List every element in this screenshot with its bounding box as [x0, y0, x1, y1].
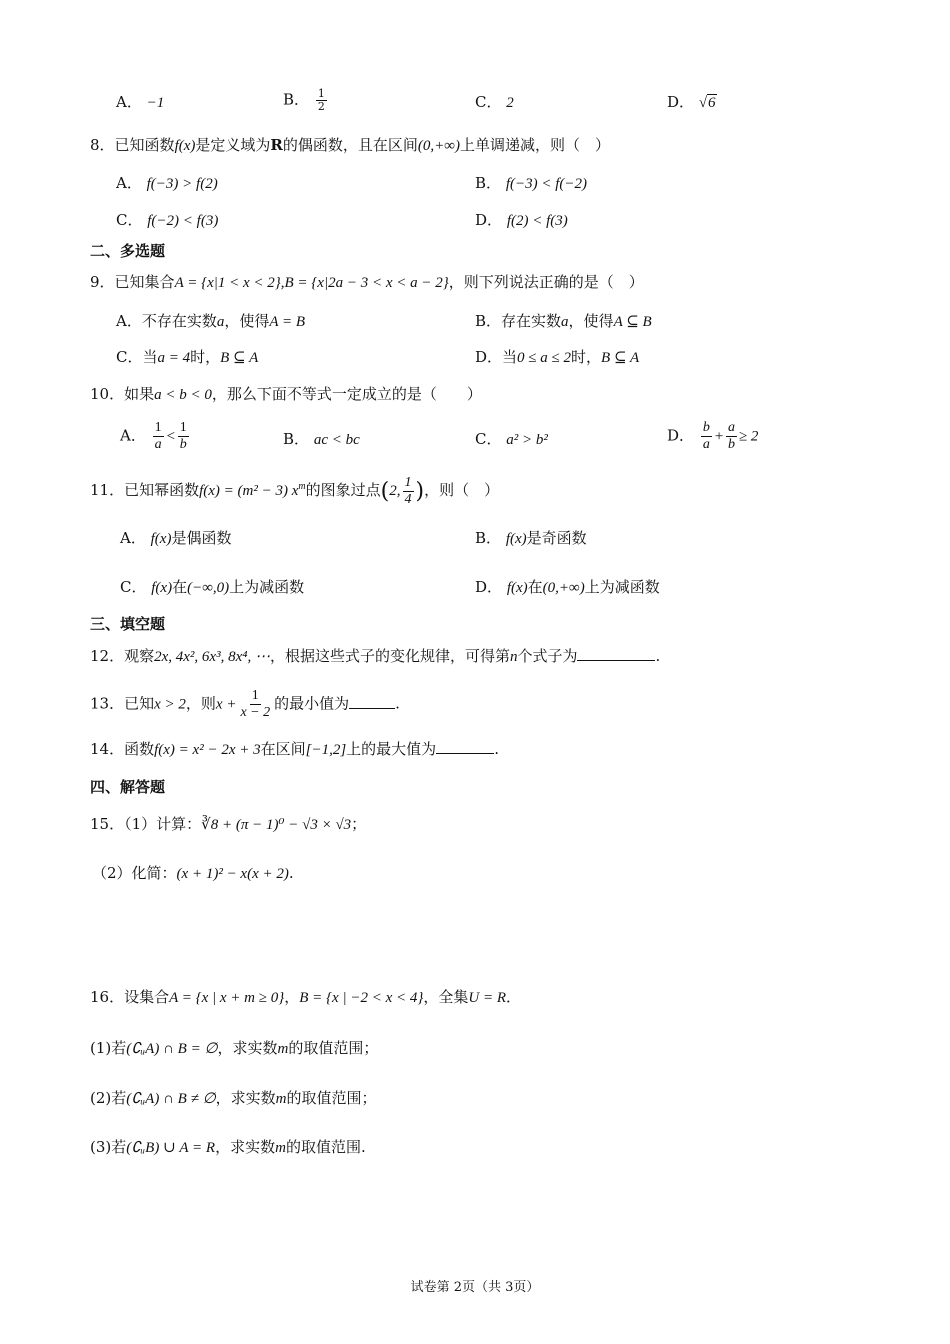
question-number: 9． — [90, 273, 115, 291]
math-expr: A = {x|1 < x < 2} — [174, 275, 281, 291]
question-16 — [90, 986, 521, 1009]
question-text: (3)若 — [90, 1138, 127, 1156]
option-label: C． — [120, 578, 147, 596]
q11-option-d — [475, 576, 660, 599]
math-expr: f(x) = (m² − 3) x — [199, 483, 299, 499]
option-label: D． — [475, 211, 503, 229]
question-text: ，则下列说法正确的是（ ） — [448, 273, 644, 291]
math-expr: (0,+∞) — [417, 138, 460, 154]
math-var: n — [509, 649, 518, 665]
option-expr: f(−3) > f(2) — [146, 176, 218, 192]
option-text: 在 — [172, 578, 188, 596]
option-text: 上为减函数 — [584, 578, 660, 596]
question-text: 的图象过点 — [305, 481, 381, 499]
numerator: 1 — [154, 420, 162, 435]
option-expr: f(−3) < f(−2) — [505, 176, 587, 192]
denominator: a — [702, 437, 710, 452]
question-9: 9．已知集合A = {x|1 < x < 2},B = {x|2a − 3 < x < a − 2}，则下列说法正确的是（ ） — [90, 273, 644, 291]
option-label: C． — [475, 93, 502, 111]
q8-option-b — [475, 172, 587, 195]
radicand: 6 — [708, 95, 716, 111]
math-var: m — [275, 1140, 286, 1156]
math-expr: f(x) — [151, 580, 173, 596]
question-text: ，求实数 — [215, 1089, 276, 1107]
numerator: 1 — [317, 87, 325, 100]
option-label: A． — [120, 426, 146, 445]
question-number: 13． — [90, 694, 125, 713]
question-number: 16． — [90, 988, 125, 1006]
math-expr: a = 4 — [157, 350, 191, 366]
question-text: (1)若 — [90, 1039, 127, 1057]
question-text: 上单调递减，则（ ） — [459, 136, 610, 154]
option-text: ，使得 — [568, 312, 614, 330]
question-number: 10． — [90, 385, 125, 403]
question-text: 已知 — [124, 694, 155, 713]
math-expr: (−∞,0) — [187, 580, 230, 596]
option-expr: f(2) < f(3) — [506, 213, 568, 229]
answer-blank — [436, 739, 494, 754]
option-text: 在 — [527, 578, 543, 596]
question-text: 的取值范围. — [285, 1138, 366, 1156]
fraction — [316, 88, 327, 113]
question-text: ，则 — [185, 694, 216, 713]
option-value: 2 — [506, 95, 514, 111]
question-number: 15． — [90, 815, 125, 833]
q11-option-a — [120, 527, 231, 550]
fraction — [178, 420, 189, 453]
option-text: 时， — [571, 348, 602, 366]
denominator: x − 2 — [240, 705, 271, 720]
section-heading-multiple-choice: 二、多选题 — [90, 242, 166, 260]
option-expr: ac < bc — [313, 432, 360, 448]
math-expr: f(x) = x² − 2x + 3 — [154, 742, 261, 758]
math-expr: B ⊆ A — [601, 350, 640, 366]
numerator: a — [727, 420, 735, 435]
math-expr: B = {x|2a − 3 < x < a − 2} — [284, 275, 449, 291]
denominator: a — [154, 437, 162, 452]
question-number: 14． — [90, 740, 125, 758]
question-number: 11． — [90, 481, 125, 499]
math-expr: A ⊆ B — [613, 314, 652, 330]
math-operator: + — [713, 428, 724, 445]
math-expr: B = {x | −2 < x < 4} — [299, 990, 424, 1006]
punctuation: . — [655, 647, 661, 665]
page-footer: 试卷第 2页（共 3页） — [410, 1280, 540, 1295]
option-label: C． — [116, 348, 143, 366]
question-text: ，求实数 — [217, 1039, 278, 1057]
question-text: 上的最大值为 — [346, 740, 437, 758]
option-text: 是奇函数 — [526, 529, 587, 547]
question-13 — [90, 688, 400, 721]
question-text: 已知幂函数 — [124, 481, 200, 499]
q8-option-d — [475, 209, 568, 232]
question-text: 设集合 — [124, 988, 170, 1006]
option-label: C． — [475, 430, 502, 448]
answer-blank — [577, 646, 655, 661]
q9-option-b — [475, 310, 652, 333]
q11-option-b — [475, 527, 587, 550]
question-text: 的最小值为 — [274, 694, 350, 713]
numerator: 1 — [404, 474, 412, 490]
question-12 — [90, 645, 660, 668]
math-symbol: R — [270, 136, 283, 154]
math-expr: x + — [215, 696, 237, 713]
option-value: −1 — [146, 95, 165, 111]
fraction — [701, 420, 712, 453]
question-16-part-3 — [90, 1136, 366, 1159]
q10-option-a — [120, 420, 191, 453]
q9-option-a — [116, 310, 305, 333]
question-16-part-2 — [90, 1087, 377, 1110]
option-expr: f(−2) < f(3) — [147, 213, 219, 229]
math-expr: [−1,2] — [305, 742, 347, 758]
section-heading-solution: 四、解答题 — [90, 778, 166, 796]
numerator: b — [702, 420, 710, 435]
numerator: 1 — [179, 420, 187, 435]
math-expr: (x + 1)² − x(x + 2) — [176, 866, 289, 882]
question-text: ，那么下面不等式一定成立的是（ ） — [211, 385, 482, 403]
math-expr: ∛8 + (π − 1)⁰ − √3 × √3 — [201, 817, 352, 833]
question-text: 的取值范围； — [288, 1039, 379, 1057]
option-text: 时， — [190, 348, 221, 366]
option-label: B． — [475, 174, 502, 192]
question-text: ，根据这些式子的变化规律，可得第 — [269, 647, 510, 665]
punctuation: . — [288, 864, 294, 882]
q9-option-d — [475, 346, 639, 369]
question-10 — [90, 383, 482, 406]
option-expr: a² > b² — [506, 432, 548, 448]
math-expr: (∁ᵤB) ∪ A = R — [126, 1140, 216, 1156]
question-text: 观察 — [124, 647, 155, 665]
math-expr: f(x) — [174, 138, 196, 154]
q10-option-b — [283, 428, 360, 451]
option-label: A． — [120, 529, 146, 547]
option-label: D． — [475, 348, 503, 366]
question-number: 12． — [90, 647, 125, 665]
math-expr: f(x) — [505, 531, 527, 547]
punctuation: ． — [506, 988, 522, 1006]
fraction — [726, 420, 737, 453]
math-expr: (∁ᵤA) ∩ B = ∅ — [126, 1041, 218, 1057]
fraction — [153, 420, 164, 453]
question-text: 个式子为 — [517, 647, 578, 665]
option-text: 存在实数 — [501, 312, 562, 330]
option-label: B． — [283, 90, 310, 109]
question-14 — [90, 738, 499, 761]
denominator: b — [727, 437, 735, 452]
fraction — [403, 475, 414, 508]
denominator: 2 — [317, 100, 325, 113]
option-text: 是偶函数 — [171, 529, 232, 547]
option-text: 不存在实数 — [141, 312, 217, 330]
question-number: 8． — [90, 136, 115, 154]
question-text: ，全集 — [423, 988, 469, 1006]
question-16-part-1 — [90, 1037, 378, 1060]
denominator: b — [179, 437, 187, 452]
math-expr: x > 2 — [154, 696, 186, 713]
question-8 — [90, 134, 610, 157]
q9-option-c — [116, 346, 258, 369]
option-label: C． — [116, 211, 143, 229]
question-text: (2)若 — [90, 1089, 127, 1107]
q7-option-a — [116, 91, 164, 114]
option-label: A． — [116, 93, 142, 111]
section-heading-fill-in: 三、填空题 — [90, 615, 166, 633]
question-text: 已知函数 — [114, 136, 175, 154]
question-text: 的取值范围； — [286, 1089, 377, 1107]
question-text: ，求实数 — [215, 1138, 276, 1156]
math-var: m — [275, 1091, 287, 1107]
option-label: D． — [667, 426, 695, 445]
q11-option-c — [120, 576, 304, 599]
math-var: a — [561, 314, 569, 330]
math-expr: 2x, 4x², 6x³, 8x⁴, ⋯ — [154, 649, 270, 665]
math-expr: 2, — [389, 483, 401, 499]
option-text: ，使得 — [224, 312, 270, 330]
option-label: A． — [116, 174, 142, 192]
question-text: 是定义域为 — [195, 136, 271, 154]
option-label: B． — [475, 312, 502, 330]
q7-option-b — [283, 88, 329, 113]
math-expr: f(x) — [150, 531, 172, 547]
fraction — [238, 688, 272, 721]
option-label: D． — [667, 93, 695, 111]
option-text: 当 — [502, 348, 518, 366]
math-operator: ≥ 2 — [738, 428, 759, 445]
numerator: 1 — [251, 688, 259, 703]
option-label: B． — [283, 430, 310, 448]
math-expr: A = B — [269, 314, 306, 330]
question-11: 11．已知幂函数f(x) = (m² − 3) $x^m$的图象过点(2, $\frac{1}{4}$ )，则（ ） — [90, 474, 500, 507]
punctuation: . — [395, 694, 400, 713]
math-operator: < — [165, 428, 176, 445]
math-expr: A = {x | x + m ≥ 0} — [169, 990, 285, 1006]
option-label: D． — [475, 578, 503, 596]
punctuation: ， — [284, 988, 300, 1006]
math-expr: (0,+∞) — [542, 580, 585, 596]
question-text: ，则（ ） — [424, 481, 500, 499]
question-text: （1）计算： — [124, 815, 202, 833]
option-text: 当 — [142, 348, 158, 366]
question-text: （2）化简： — [92, 864, 177, 882]
question-text: 如果 — [124, 385, 155, 403]
denominator: 4 — [404, 491, 412, 507]
option-label: B． — [475, 529, 502, 547]
math-expr: a < b < 0 — [154, 387, 212, 403]
q7-option-c — [475, 91, 514, 114]
question-text: 的偶函数，且在区间 — [282, 136, 418, 154]
question-text: 已知集合 — [114, 273, 175, 291]
math-expr: 0 ≤ a ≤ 2 — [517, 350, 572, 366]
sqrt-expression: √6 — [698, 95, 716, 111]
question-15-part-1 — [90, 813, 366, 836]
answer-blank — [349, 694, 395, 709]
math-var: m — [277, 1041, 289, 1057]
math-expr: B ⊆ A — [220, 350, 259, 366]
punctuation: ； — [351, 815, 367, 833]
q8-option-a — [116, 172, 218, 195]
math-expr: (∁ᵤA) ∩ B ≠ ∅ — [126, 1091, 216, 1107]
math-expr: U = R — [468, 990, 506, 1006]
option-label: A． — [116, 312, 142, 330]
math-exponent: m — [298, 481, 306, 492]
math-expr: f(x) — [506, 580, 528, 596]
question-text: 在区间 — [260, 740, 306, 758]
q7-option-d — [667, 91, 717, 114]
q10-option-d — [667, 420, 758, 453]
math-var: a — [216, 314, 225, 330]
q8-option-c — [116, 209, 218, 232]
q10-option-c — [475, 428, 548, 451]
question-text: 函数 — [124, 740, 155, 758]
option-text: 上为减函数 — [229, 578, 305, 596]
punctuation: . — [494, 740, 499, 758]
question-15-part-2 — [92, 862, 294, 885]
